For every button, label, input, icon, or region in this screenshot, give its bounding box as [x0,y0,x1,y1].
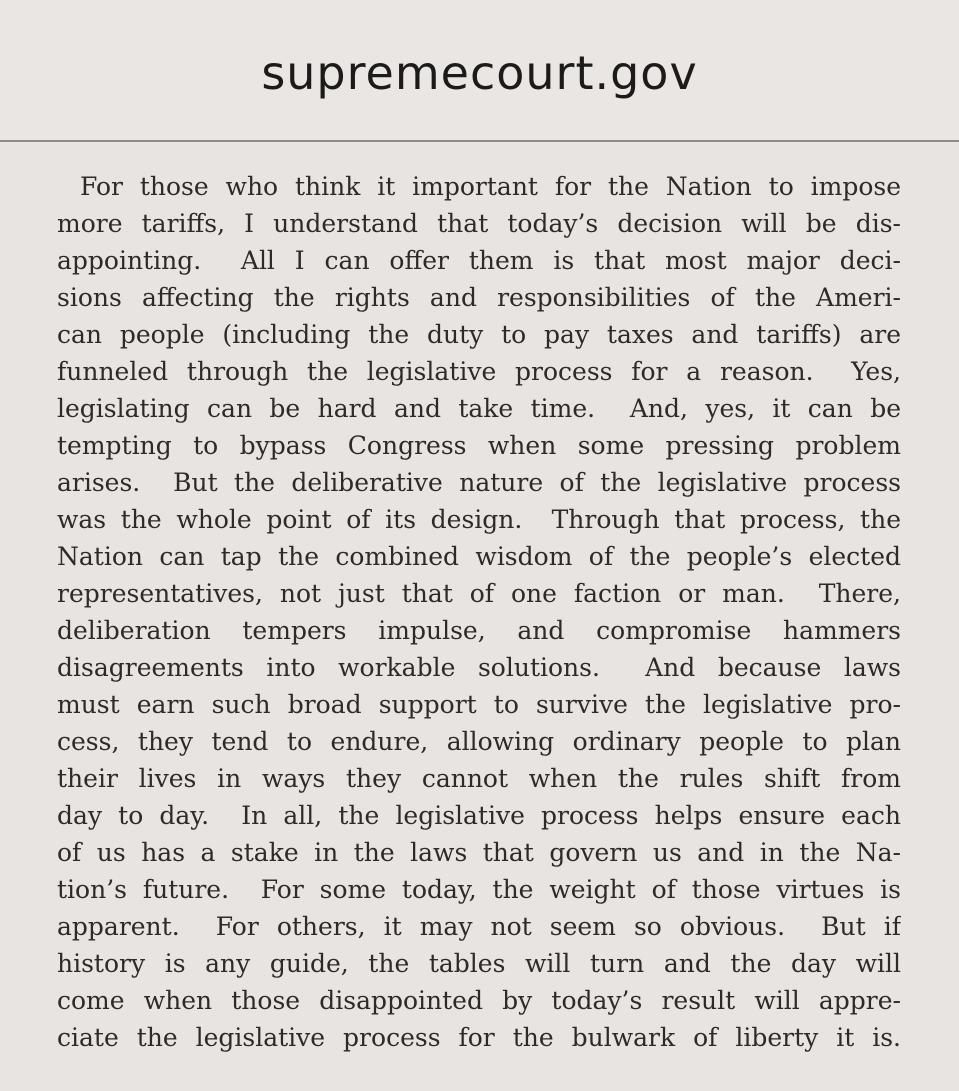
text-line: arises. But the deliberative nature of the legislative process [57,468,901,497]
text-line: of us has a stake in the laws that govern us and in the Na- [57,838,901,867]
text-line: sions affecting the rights and responsibilities of the Ameri- [57,283,901,312]
text-line: must earn such broad support to survive the legislative pro- [57,690,901,719]
text-line: their lives in ways they cannot when the rules shift from [57,764,901,793]
text-line: funneled through the legislative process for a reason. Yes, [57,357,901,386]
text-line: Nation can tap the combined wisdom of the people’s elected [57,542,901,571]
text-line: tempting to bypass Congress when some pressing problem [57,431,901,460]
document-page [0,142,959,1056]
text-line: come when those disappointed by today’s result will appre- [57,986,901,1015]
text-line: legislating can be hard and take time. And, yes, it can be [57,394,901,423]
text-line: more tariffs, I understand that today’s decision will be dis- [57,209,901,238]
text-line: deliberation tempers impulse, and compromise hammers [57,616,901,645]
text-line: disagreements into workable solutions. And because laws [57,653,901,682]
text-line: appointing. All I can offer them is that most major deci- [57,246,901,275]
browser-url-bar [0,0,959,140]
text-line: day to day. In all, the legislative process helps ensure each [57,801,901,830]
text-line: For those who think it important for the Nation to impose [80,172,901,201]
text-line: cess, they tend to endure, allowing ordinary people to plan [57,727,901,756]
opinion-paragraph [57,168,901,1056]
text-line: apparent. For others, it may not seem so obvious. But if [57,912,901,941]
text-line: representatives, not just that of one faction or man. There, [57,579,901,608]
text-line: tion’s future. For some today, the weight of those virtues is [57,875,901,904]
text-line: ciate the legislative process for the bulwark of liberty it is. [57,1023,901,1052]
text-line: can people (including the duty to pay taxes and tariffs) are [57,320,901,349]
url-label[interactable]: supremecourt.gov [261,46,698,100]
text-line: was the whole point of its design. Through that process, the [57,505,901,534]
text-line: history is any guide, the tables will turn and the day will [57,949,901,978]
